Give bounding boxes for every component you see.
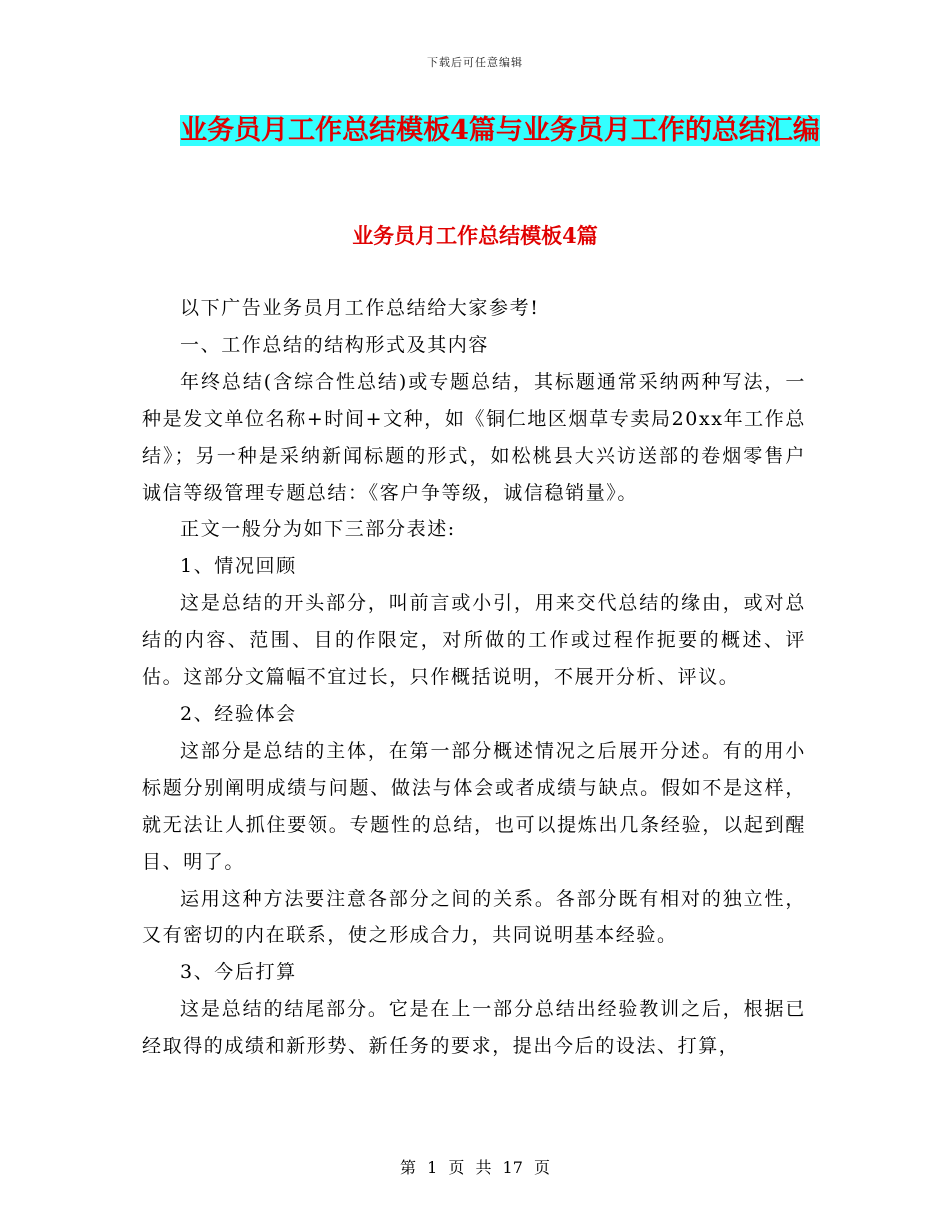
- paragraph-title-forms: 年终总结(含综合性总结)或专题总结，其标题通常采纳两种写法，一种是发文单位名称+时间+文种，如《铜仁地区烟草专卖局20xx年工作总结》；另一种是采纳新闻标题的形式，如松桃县大兴访送部的卷烟零售户诚信等级管理专题总结：《客户争等级，诚信稳销量》。: [142, 370, 806, 504]
- document-title-text: 业务员月工作总结模板4篇与业务员月工作的总结汇编: [180, 115, 820, 146]
- paragraph-heading-structure: 一、工作总结的结构形式及其内容: [180, 333, 490, 356]
- document-title: [160, 106, 840, 156]
- section-title: 业务员月工作总结模板4篇: [352, 223, 598, 248]
- paragraph-heading-review: 1、情况回顾: [180, 555, 297, 578]
- header-note: 下载后可任意编辑: [427, 56, 523, 69]
- document-body: [142, 290, 806, 1065]
- paragraph-experience: 这部分是总结的主体，在第一部分概述情况之后展开分述。有的用小标题分别阐明成绩与问题、做法与体会或者成绩与缺点。假如不是这样，就无法让人抓住要领。专题性的总结，也可以提炼出几条经验，以起到醒目、明了。: [142, 739, 806, 873]
- paragraph-method: 运用这种方法要注意各部分之间的关系。各部分既有相对的独立性，又有密切的内在联系，使之形成合力，共同说明基本经验。: [142, 887, 806, 947]
- paragraph-review: 这是总结的开头部分，叫前言或小引，用来交代总结的缘由，或对总结的内容、范围、目的作限定，对所做的工作或过程作扼要的概述、评估。这部分文篇幅不宜过长，只作概括说明，不展开分析、评议。: [142, 592, 806, 689]
- paragraph-intro: 以下广告业务员月工作总结给大家参考!: [180, 297, 540, 319]
- page-number: 第 1 页 共 17 页: [400, 1158, 550, 1177]
- paragraph-body-parts: 正文一般分为如下三部分表述:: [180, 518, 456, 541]
- paragraph-heading-plan: 3、今后打算: [180, 961, 297, 984]
- paragraph-heading-experience: 2、经验体会: [180, 702, 297, 725]
- paragraph-plan: 这是总结的结尾部分。它是在上一部分总结出经验教训之后，根据已经取得的成绩和新形势、新任务的要求，提出今后的设法、打算，: [142, 998, 806, 1058]
